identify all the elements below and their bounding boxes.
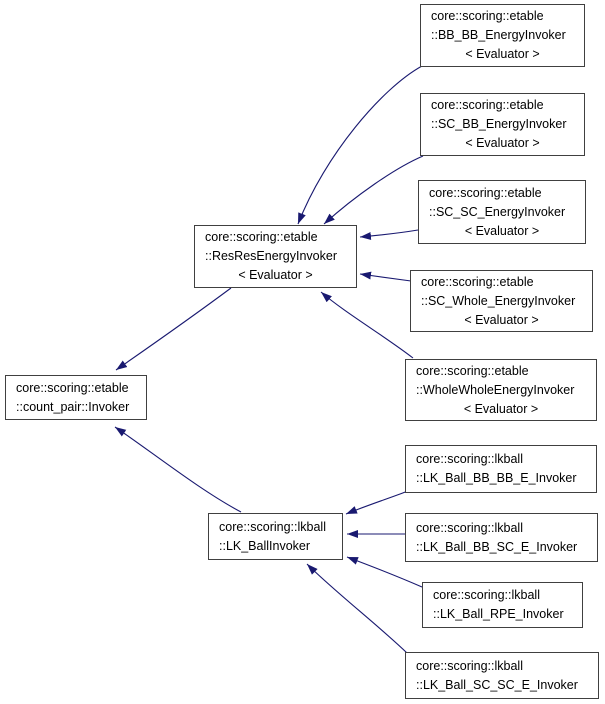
node-label-line: < Evaluator > bbox=[238, 268, 313, 282]
node-label-line: core::scoring::etable bbox=[421, 274, 534, 289]
node-label-line: ::LK_Ball_SC_SC_E_Invoker bbox=[416, 677, 578, 692]
node-lk-ball-bb-sc-e-invoker[interactable] bbox=[405, 513, 598, 562]
node-count-pair-invoker[interactable] bbox=[5, 375, 147, 420]
node-label-line: < Evaluator > bbox=[464, 312, 539, 327]
node-whole-whole-energy-invoker[interactable] bbox=[405, 359, 597, 421]
node-label-line: ::LK_Ball_BB_BB_E_Invoker bbox=[416, 471, 577, 485]
node-label-line: ::LK_Ball_BB_SC_E_Invoker bbox=[416, 539, 578, 554]
edge-sc-bb-to-resres bbox=[324, 156, 423, 224]
edge-lk-bb-bb-to-lkball bbox=[346, 491, 408, 514]
node-lk-ball-invoker[interactable] bbox=[208, 513, 343, 560]
node-label-line: core::scoring::etable bbox=[429, 185, 542, 200]
node-sc-sc-energy-invoker[interactable] bbox=[418, 180, 586, 244]
node-label-line: < Evaluator > bbox=[465, 136, 540, 150]
node-label-line: core::scoring::lkball bbox=[416, 520, 523, 535]
node-label-line: ::ResResEnergyInvoker bbox=[205, 249, 338, 263]
edge-lk-sc-sc-to-lkball bbox=[307, 564, 407, 653]
edge-lkball-to-count-pair bbox=[115, 427, 241, 512]
node-sc-bb-energy-invoker[interactable] bbox=[420, 93, 585, 156]
node-label-line: < Evaluator > bbox=[464, 223, 540, 238]
node-label-line: ::BB_BB_EnergyInvoker bbox=[431, 28, 566, 42]
edge-wholewhole-to-resres bbox=[321, 292, 413, 358]
node-res-res-energy-invoker[interactable] bbox=[194, 225, 357, 288]
edge-sc-whole-to-resres bbox=[360, 274, 411, 281]
node-sc-whole-energy-invoker[interactable] bbox=[410, 270, 593, 332]
edge-resres-to-count-pair bbox=[116, 288, 231, 370]
node-label-line: < Evaluator > bbox=[465, 47, 540, 61]
node-label-line: core::scoring::etable bbox=[205, 230, 318, 244]
node-label-line: core::scoring::lkball bbox=[433, 588, 540, 602]
node-label-line: ::WholeWholeEnergyInvoker bbox=[416, 382, 575, 397]
node-label-line: ::LK_BallInvoker bbox=[219, 538, 311, 553]
node-label-line: ::LK_Ball_RPE_Invoker bbox=[433, 607, 564, 621]
node-bb-bb-energy-invoker[interactable] bbox=[420, 4, 585, 67]
node-label-line: core::scoring::lkball bbox=[416, 452, 523, 466]
node-label-line: ::SC_BB_EnergyInvoker bbox=[431, 117, 567, 131]
node-label-line: core::scoring::etable bbox=[16, 380, 129, 395]
node-label-line: ::SC_Whole_EnergyInvoker bbox=[421, 293, 576, 308]
node-lk-ball-rpe-invoker[interactable] bbox=[422, 582, 583, 628]
node-label-line: ::count_pair::Invoker bbox=[16, 399, 130, 414]
node-label-line: core::scoring::lkball bbox=[416, 658, 523, 673]
node-label-line: core::scoring::etable bbox=[431, 98, 544, 112]
node-label-line: core::scoring::etable bbox=[431, 9, 544, 23]
edge-sc-sc-to-resres bbox=[360, 230, 418, 237]
node-label-line: < Evaluator > bbox=[463, 401, 539, 416]
edge-bb-bb-to-resres bbox=[298, 66, 422, 224]
node-lk-ball-bb-bb-e-invoker[interactable] bbox=[405, 445, 597, 493]
node-label-line: core::scoring::lkball bbox=[219, 519, 326, 534]
node-lk-ball-sc-sc-e-invoker[interactable] bbox=[405, 652, 599, 699]
node-label-line: core::scoring::etable bbox=[416, 363, 529, 378]
node-label-line: ::SC_SC_EnergyInvoker bbox=[429, 204, 566, 219]
